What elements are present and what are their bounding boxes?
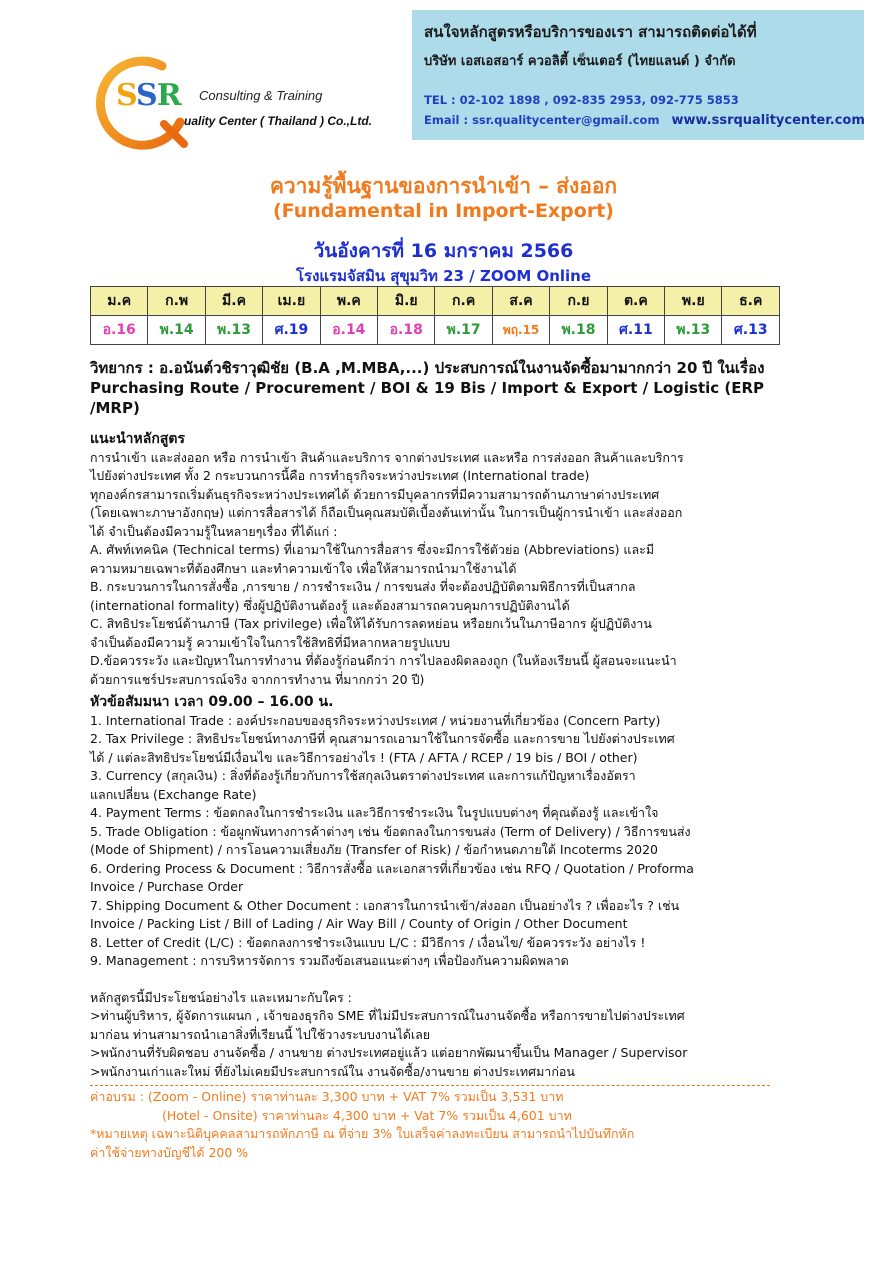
- intro-line: ไปยังต่างประเทศ ทั้ง 2 กระบวนการนี้คือ การทำธุรกิจระหว่างประเทศ (International trade): [90, 468, 590, 483]
- intro-line: (international formality) ซึ่งผู้ปฏิบัติงานต้องรู้ และต้องสามารถควบคุมการปฏิบัติงานได้: [90, 597, 570, 613]
- logo-tagline: Consulting & Training: [199, 88, 323, 103]
- month-cell: พ.ย: [665, 287, 722, 316]
- schedule-day-row: [91, 316, 780, 345]
- intro-line: ได้ จำเป็นต้องมีความรู้ในหลายๆเรื่อง ที่ได้แก่ :: [90, 523, 338, 539]
- intro-line: ความหมายเฉพาะที่ต้องศึกษา และทำความเข้าใจ เพื่อให้สามารถนำมาใช้งานได้: [90, 560, 517, 576]
- month-cell: ม.ค: [91, 287, 148, 316]
- topic-line: 6. Ordering Process & Document : วิธีการสั่งซื้อ และเอกสารที่เกี่ยวข้อง เช่น RFQ / Quotation / Proforma: [90, 860, 694, 876]
- logo-company-name: uality Center ( Thailand ) Co.,Ltd.: [184, 114, 373, 128]
- day-cell: อ.18: [378, 316, 435, 345]
- day-cell: อ.14: [320, 316, 377, 345]
- intro-heading: แนะนำหลักสูตร: [90, 431, 185, 447]
- benefit-line: >ท่านผู้บริหาร, ผู้จัดการแผนก , เจ้าของธุรกิจ SME ที่ไม่มีประสบการณ์ในงานจัดซื้อ หรือการขายไปต่างประเทศ: [90, 1008, 685, 1023]
- intro-line: (โดยเฉพาะภาษาอังกฤษ) แต่การสื่อสารได้ ก็ถือเป็นคุณสมบัติเบื้องต้นเท่านั้น ในการเป็นผู้การนำเข้า และส่งออก: [90, 505, 683, 520]
- benefit-line: >พนักงานเก่าและใหม่ ที่ยังไม่เคยมีประสบการณ์ใน งานจัดซื้อ/งานขาย ต่างประเทศมาก่อน: [90, 1063, 575, 1079]
- topic-line: แลกเปลี่ยน (Exchange Rate): [90, 786, 257, 802]
- topic-line: 5. Trade Obligation : ข้อผูกพันทางการค้าต่างๆ เช่น ข้อตกลงในการขนส่ง (Term of Delivery) / วิธีการขนส่ง: [90, 823, 691, 839]
- course-title-thai: ความรู้พื้นฐานของการนำเข้า – ส่งออก: [269, 174, 618, 198]
- month-cell: เม.ย: [263, 287, 320, 316]
- intro-line: ด้วยการแชร์ประสบการณ์จริง จากการทำงาน ที่มากกว่า 20 ปี): [90, 671, 425, 687]
- price-online: ค่าอบรม : (Zoom - Online) ราคาท่านละ 3,300 บาท + VAT 7% รวมเป็น 3,531 บาท: [90, 1089, 564, 1104]
- day-cell: พ.18: [550, 316, 607, 345]
- topic-line: Invoice / Purchase Order: [90, 879, 244, 894]
- contact-company: บริษัท เอสเอสอาร์ ควอลิตี้ เซ็นเตอร์ (ไทยแลนด์ ) จำกัด: [424, 54, 736, 69]
- logo-brand: SSR: [116, 78, 181, 113]
- intro-line: A. ศัพท์เทคนิค (Technical terms) ที่เอามาใช้ในการสื่อสาร ซึ่งจะมีการใช้ตัวย่อ (Abbreviations) และมี: [90, 542, 655, 557]
- contact-email-row: [424, 113, 865, 128]
- spacer: [90, 971, 790, 989]
- intro-line: C. สิทธิประโยชน์ด้านภาษี (Tax privilege) เพื่อให้ได้รับการลดหย่อน หรือยกเว้นในภาษีอากร ผู้ปฏิบัติงาน: [90, 616, 652, 631]
- day-cell: ศ.11: [607, 316, 664, 345]
- intro-line: D.ข้อควรระวัง และปัญหาในการทำงาน ที่ต้องรู้ก่อนดีกว่า การไปลองผิดลองถูก (ในห้องเรียนนี้ ผู้สอนจะแนะนำ: [90, 653, 677, 668]
- company-logo: [92, 52, 392, 152]
- month-cell: พ.ค: [320, 287, 377, 316]
- contact-heading: สนใจหลักสูตรหรือบริการของเรา สามารถติดต่อได้ที่: [424, 23, 757, 41]
- dashed-divider: [90, 1085, 770, 1086]
- month-cell: ก.พ: [148, 287, 205, 316]
- month-cell: มิ.ย: [378, 287, 435, 316]
- topic-line: 7. Shipping Document & Other Document : เอกสารในการนำเข้า/ส่งออก เป็นอย่างไร ? เพื่ออะไร ? เช่น: [90, 897, 680, 913]
- month-cell: ส.ค: [492, 287, 549, 316]
- course-title-english: (Fundamental in Import-Export): [273, 200, 614, 222]
- month-cell: มี.ค: [205, 287, 262, 316]
- day-cell: พ.13: [665, 316, 722, 345]
- topic-line: (Mode of Shipment) / การโอนความเสี่ยงภัย (Transfer of Risk) / ข้อกำหนดภายใต้ Incoterms 2020: [90, 842, 659, 857]
- schedule-table: [90, 286, 780, 345]
- day-cell: พ.17: [435, 316, 492, 345]
- month-cell: ต.ค: [607, 287, 664, 316]
- contact-tel: TEL : 02-102 1898 , 092-835 2953, 092-775 5853: [424, 93, 739, 107]
- pricing-section: [90, 1088, 790, 1162]
- topic-line: 2. Tax Privilege : สิทธิประโยชน์ทางภาษีที่ คุณสามารถเอามาใช้ในการจัดซื้อ และการขาย ไปยังต่างประเทศ: [90, 731, 675, 746]
- day-cell: อ.16: [91, 316, 148, 345]
- contact-box: [412, 10, 864, 140]
- speaker-info: วิทยากร : อ.อนันต์วชิราวุฒิชัย (B.A ,M.MBA,...) ประสบการณ์ในงานจัดซื้อมามากกว่า 20 ปี ในเรื่อง Purchasing Route / Procurement / BOI & 19 Bis / Import & Export / Logistic (ERP /MRP): [90, 359, 765, 417]
- topic-line: 3. Currency (สกุลเงิน) : สิ่งที่ต้องรู้เกี่ยวกับการใช้สกุลเงินตราต่างประเทศ และการแก้ปัญหาเรื่องอัตรา: [90, 768, 636, 783]
- contact-email: Email : ssr.qualitycenter@gmail.com: [424, 113, 660, 127]
- month-cell: ก.ค: [435, 287, 492, 316]
- day-cell: พ.14: [148, 316, 205, 345]
- benefit-line: >พนักงานที่รับผิดชอบ งานจัดซื้อ / งานขาย ต่างประเทศอยู่แล้ว แต่อยากพัฒนาขึ้นเป็น Manager / Supervisor: [90, 1045, 688, 1060]
- topic-line: Invoice / Packing List / Bill of Lading / Air Way Bill / County of Origin / Other Document: [90, 916, 628, 931]
- price-note: *หมายเหตุ เฉพาะนิติบุคคลสามารถหักภาษี ณ ที่จ่าย 3% ใบเสร็จค่าลงทะเบียน สามารถนำไปบันทึกหัก: [90, 1126, 635, 1141]
- schedule-month-row: [91, 287, 780, 316]
- topic-line: 1. International Trade : องค์ประกอบของธุรกิจระหว่างประเทศ / หน่วยงานที่เกี่ยวข้อง (Concern Party): [90, 712, 661, 728]
- topics-heading: หัวข้อสัมมนา เวลา 09.00 – 16.00 น.: [90, 694, 334, 710]
- course-date: วันอังคารที่ 16 มกราคม 2566: [313, 240, 574, 262]
- intro-line: ทุกองค์กรสามารถเริ่มต้นธุรกิจระหว่างประเทศได้ ด้วยการมีบุคลากรที่มีความสามารถด้านภาษาต่างประเทศ: [90, 486, 660, 502]
- topic-line: 4. Payment Terms : ข้อตกลงในการชำระเงิน และวิธีการชำระเงิน ในรูปแบบต่างๆ ที่คุณต้องรู้ และเข้าใจ: [90, 805, 659, 820]
- topic-line: 9. Management : การบริหารจัดการ รวมถึงข้อเสนอแนะต่างๆ เพื่อป้องกันความผิดพลาด: [90, 953, 569, 968]
- topic-line: 8. Letter of Credit (L/C) : ข้อตกลงการชำระเงินแบบ L/C : มีวิธีการ / เงื่อนไข/ ข้อควรระวัง อย่างไร !: [90, 934, 646, 950]
- day-cell: พฤ.15: [492, 316, 549, 345]
- intro-line: จำเป็นต้องมีความรู้ ความเข้าใจในการใช้สิทธิที่มีหลากหลายรูปแบบ: [90, 634, 451, 650]
- course-venue: โรงแรมจัสมิน สุขุมวิท 23 / ZOOM Online: [295, 267, 592, 285]
- month-cell: ก.ย: [550, 287, 607, 316]
- day-cell: พ.13: [205, 316, 262, 345]
- topic-line: ได้ / แต่ละสิทธิประโยชน์มีเงื่อนไข และวิธีการอย่างไร ! (FTA / AFTA / RCEP / 19 bis / BOI / other): [90, 749, 638, 765]
- day-cell: ศ.19: [263, 316, 320, 345]
- course-content: [90, 430, 790, 1162]
- day-cell: ศ.13: [722, 316, 780, 345]
- price-note: ค่าใช้จ่ายทางบัญชีได้ 200 %: [90, 1144, 249, 1160]
- intro-line: การนำเข้า และส่งออก หรือ การนำเข้า สินค้าและบริการ จากต่างประเทศ และหรือ การส่งออก สินค้าและบริการ: [90, 449, 684, 465]
- contact-website[interactable]: www.ssrqualitycenter.com: [671, 113, 865, 128]
- intro-line: B. กระบวนการในการสั่งซื้อ ,การขาย / การชำระเงิน / การขนส่ง ที่จะต้องปฏิบัติตามพิธีการที่เป็นสากล: [90, 579, 636, 594]
- price-onsite: (Hotel - Onsite) ราคาท่านละ 4,300 บาท + Vat 7% รวมเป็น 4,601 บาท: [162, 1107, 572, 1123]
- benefit-heading: หลักสูตรนี้มีประโยชน์อย่างไร และเหมาะกับใคร :: [90, 989, 352, 1005]
- benefit-line: มาก่อน ท่านสามารถนำเอาสิ่งที่เรียนนี้ ไปใช้วางระบบงานได้เลย: [90, 1026, 431, 1042]
- month-cell: ธ.ค: [722, 287, 780, 316]
